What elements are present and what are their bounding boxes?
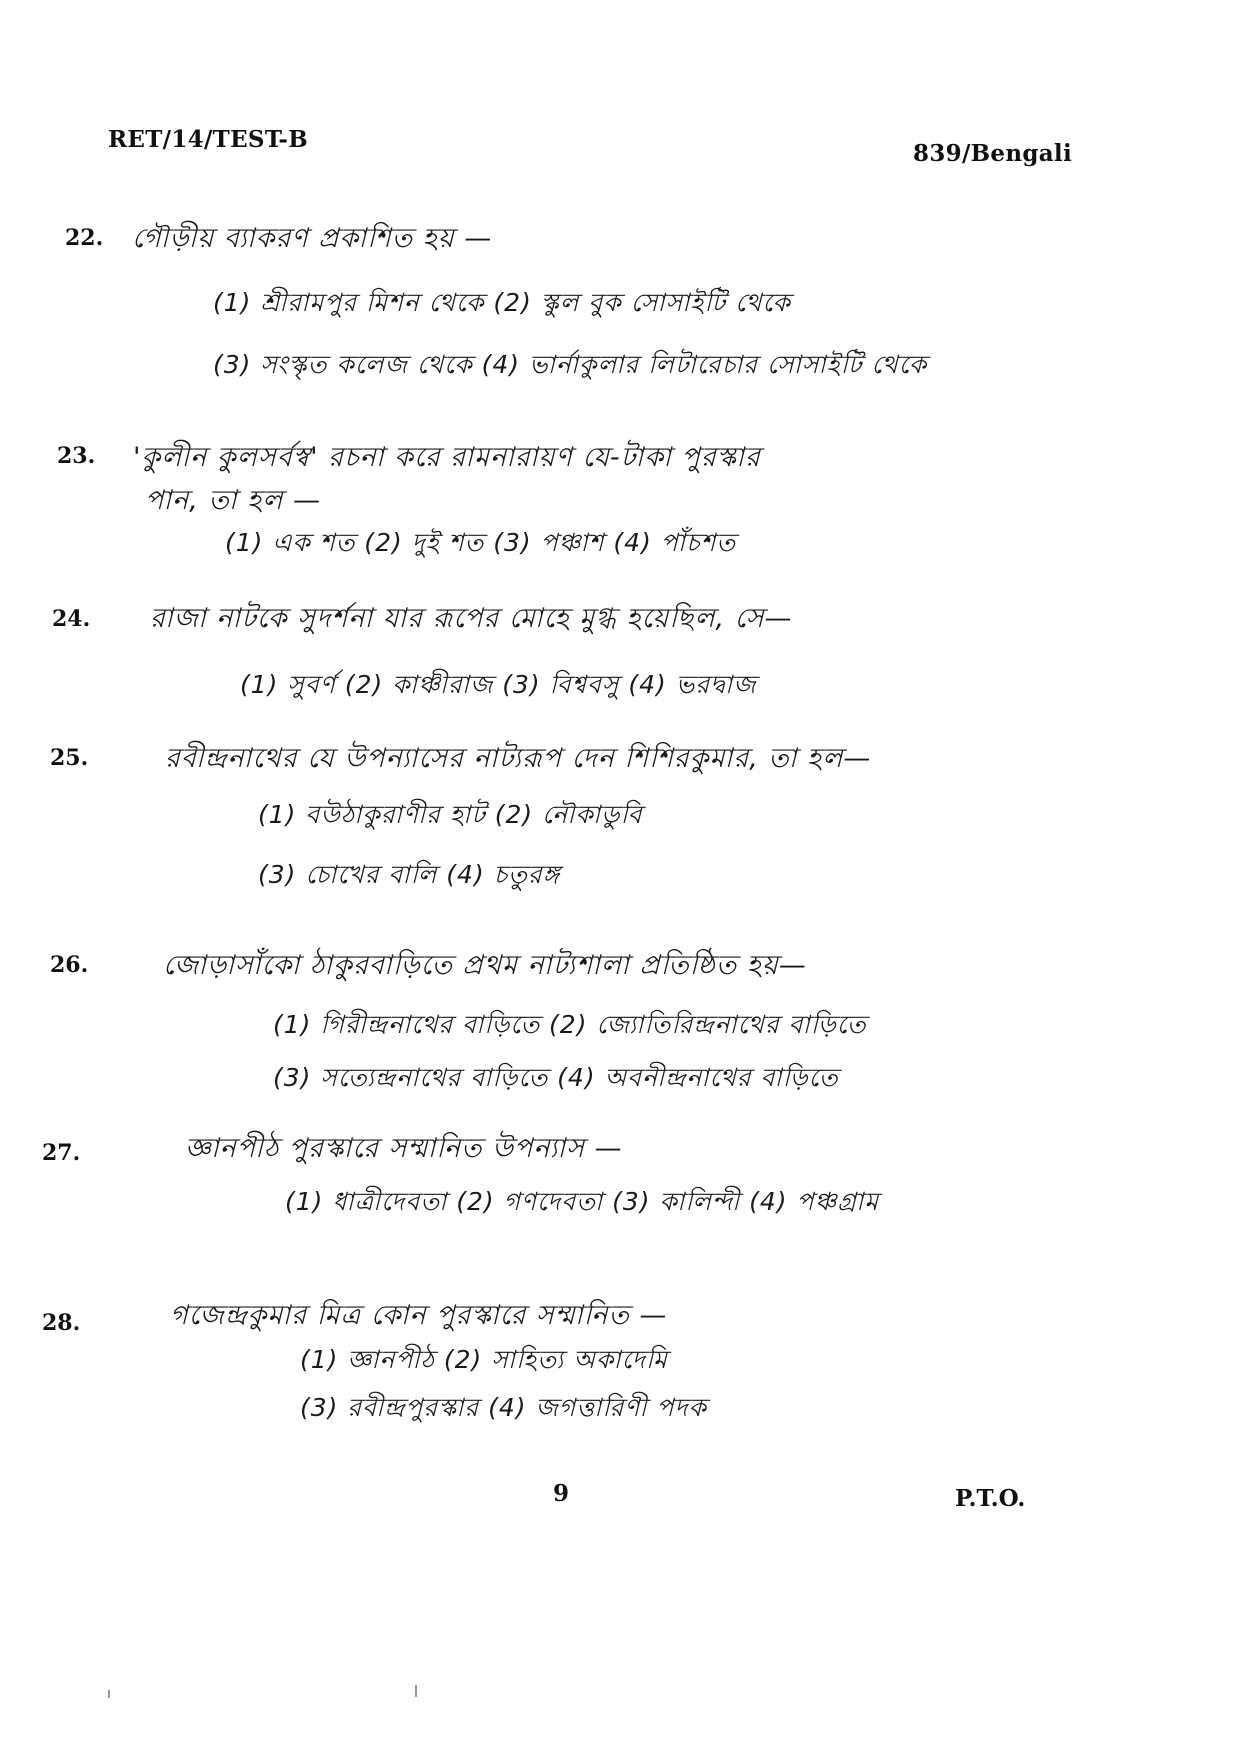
option-line: (3) রবীন্দ্রপুরস্কার (4) জগত্তারিণী পদক — [300, 1393, 708, 1422]
scan-speck — [108, 1690, 110, 1698]
question-number: 26. — [50, 952, 89, 978]
option-line: (1) এক শত (2) দুই শত (3) পঞ্চাশ (4) পাঁচশত — [225, 528, 737, 557]
question-number: 25. — [50, 745, 89, 771]
question-text: জোড়াসাঁকো ঠাকুরবাড়িতে প্রথম নাট্যশালা প্রতিষ্ঠিত হয়— — [163, 950, 807, 981]
question-text: গজেন্দ্রকুমার মিত্র কোন পুরস্কারে সম্মানিত — — [170, 1300, 668, 1331]
option-line: (3) সংস্কৃত কলেজ থেকে (4) ভার্নাকুলার লিটারেচার সোসাইটি থেকে — [213, 350, 928, 379]
please-turn-over: P.T.O. — [955, 1485, 1026, 1512]
question-text: জ্ঞানপীঠ পুরস্কারে সম্মানিত উপন্যাস — — [185, 1133, 623, 1164]
question-text: রবীন্দ্রনাথের যে উপন্যাসের নাট্যরূপ দেন শিশিরকুমার, তা হল— — [165, 743, 872, 774]
exam-code: RET/14/TEST-B — [108, 126, 309, 153]
option-line: (1) বউঠাকুরাণীর হাট (2) নৌকাডুবি — [258, 800, 643, 829]
question-number: 23. — [57, 443, 96, 469]
question-text: গৌড়ীয় ব্যাকরণ প্রকাশিত হয় — — [132, 223, 493, 254]
scan-speck — [415, 1685, 417, 1697]
option-line: (1) সুবর্ণ (2) কাঞ্চীরাজ (3) বিশ্ববসু (4) ভরদ্বাজ — [240, 670, 757, 699]
option-line: (3) চোখের বালি (4) চতুরঙ্গ — [258, 860, 561, 889]
question-number: 27. — [42, 1140, 81, 1166]
question-number: 24. — [52, 606, 91, 632]
option-line: (1) ধাত্রীদেবতা (2) গণদেবতা (3) কালিন্দী (4) পঞ্চগ্রাম — [285, 1187, 880, 1216]
subject-code: 839/Bengali — [913, 140, 1072, 167]
option-line: (1) গিরীন্দ্রনাথের বাড়িতে (2) জ্যোতিরিন্দ্রনাথের বাড়িতে — [273, 1010, 867, 1039]
option-line: (3) সত্যেন্দ্রনাথের বাড়িতে (4) অবনীন্দ্রনাথের বাড়িতে — [273, 1063, 839, 1092]
question-number: 22. — [65, 225, 104, 251]
page-number: 9 — [553, 1480, 570, 1507]
question-number: 28. — [42, 1310, 81, 1336]
question-text: রাজা নাটকে সুদর্শনা যার রূপের মোহে মুগ্ধ হয়েছিল, সে— — [150, 603, 793, 634]
option-line: (1) জ্ঞানপীঠ (2) সাহিত্য অকাদেমি — [300, 1345, 668, 1374]
question-text-continued: পান, তা হল — — [145, 485, 321, 516]
question-text: 'কুলীন কুলসর্বস্ব' রচনা করে রামনারায়ণ যে-টাকা পুরস্কার — [133, 442, 761, 473]
option-line: (1) শ্রীরামপুর মিশন থেকে (2) স্কুল বুক সোসাইটি থেকে — [213, 288, 791, 317]
